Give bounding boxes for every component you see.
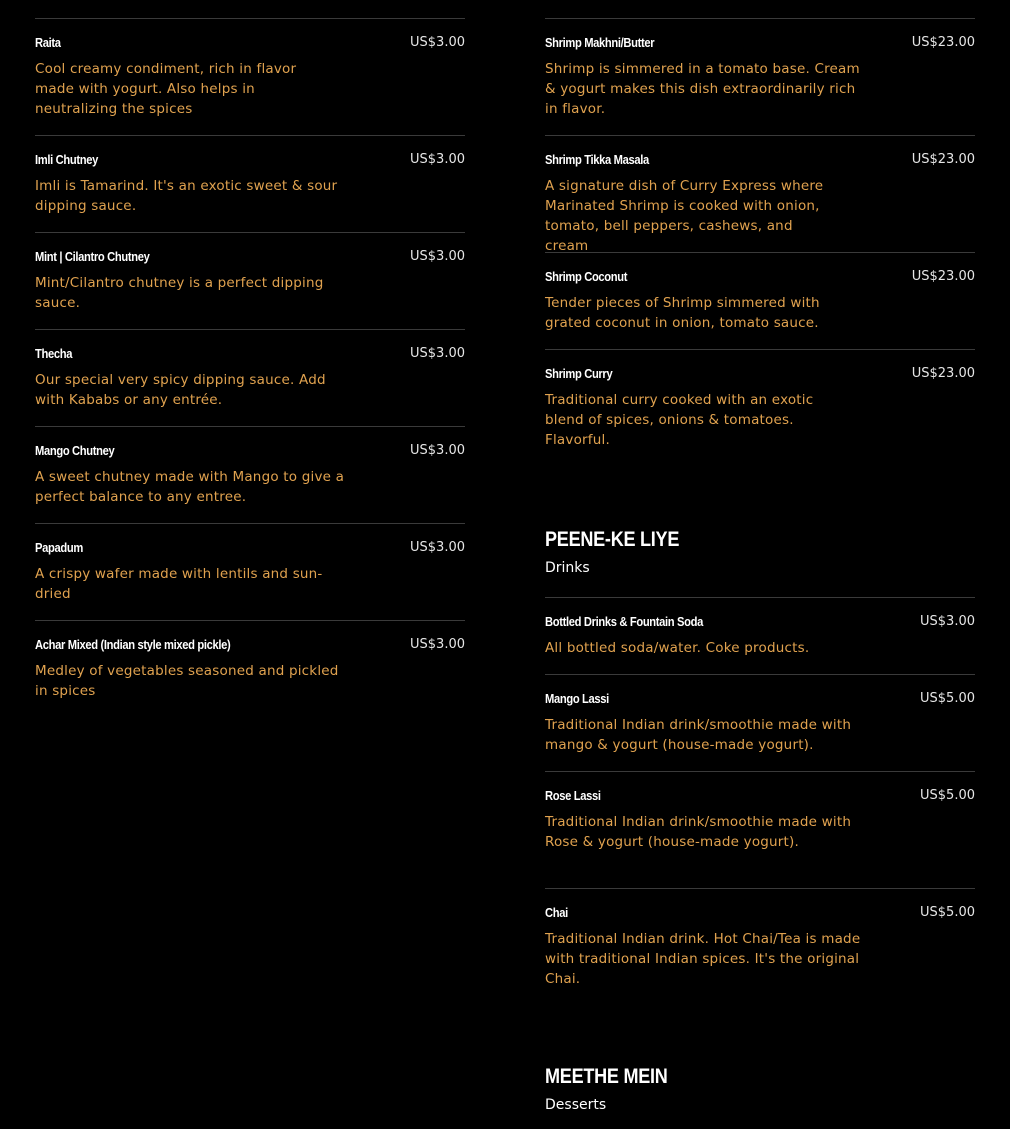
menu-item[interactable] — [545, 253, 975, 350]
item-description: Traditional curry cooked with an exotic blend of spices, onions & tomatoes. Flavorful. — [545, 392, 814, 448]
item-description: A crispy wafer made with lentils and sun-dried — [35, 566, 323, 602]
right-menu-column — [545, 0, 975, 1114]
menu-item[interactable] — [545, 19, 975, 136]
left-menu-column — [35, 0, 465, 721]
desserts-section-header — [545, 1064, 975, 1114]
menu-item[interactable] — [35, 621, 465, 721]
drinks-section-header — [545, 527, 975, 577]
section-title: MEETHE MEIN — [545, 1065, 668, 1088]
item-price: US$5.00 — [920, 788, 975, 803]
item-price: US$3.00 — [410, 249, 465, 264]
item-description: Shrimp is simmered in a tomato base. Cream & yogurt makes this dish extraordinarily rich in flavor. — [545, 61, 860, 117]
item-name: Mango Lassi — [545, 691, 609, 706]
item-description: All bottled soda/water. Coke products. — [545, 640, 810, 656]
item-name: Achar Mixed (Indian style mixed pickle) — [35, 637, 231, 652]
item-description: A sweet chutney made with Mango to give a perfect balance to any entree. — [35, 469, 345, 505]
item-description: Mint/Cilantro chutney is a perfect dipping sauce. — [35, 275, 324, 311]
item-price: US$3.00 — [410, 152, 465, 167]
item-name: Papadum — [35, 540, 83, 555]
item-name: Mango Chutney — [35, 443, 115, 458]
item-name: Shrimp Curry — [545, 366, 613, 381]
item-name: Raita — [35, 35, 61, 50]
item-description: Cool creamy condiment, rich in flavor made with yogurt. Also helps in neutralizing the spices — [35, 61, 297, 117]
menu-item[interactable] — [545, 136, 975, 253]
item-description: Traditional Indian drink/smoothie made with mango & yogurt (house-made yogurt). — [545, 717, 852, 753]
item-name: Shrimp Coconut — [545, 269, 628, 284]
item-description: Medley of vegetables seasoned and pickled in spices — [35, 663, 339, 699]
item-price: US$23.00 — [911, 269, 975, 284]
item-description: A signature dish of Curry Express where Marinated Shrimp is cooked with onion, tomato, bell peppers, cashews, and cream — [545, 178, 824, 254]
item-price: US$23.00 — [911, 152, 975, 167]
item-price: US$3.00 — [410, 346, 465, 361]
item-description: Tender pieces of Shrimp simmered with grated coconut in onion, tomato sauce. — [545, 295, 820, 331]
item-price: US$23.00 — [911, 35, 975, 50]
item-name: Thecha — [35, 346, 73, 361]
section-title: PEENE-KE LIYE — [545, 528, 680, 551]
menu-item[interactable] — [545, 350, 975, 510]
item-price: US$5.00 — [920, 691, 975, 706]
item-price: US$3.00 — [410, 637, 465, 652]
item-price: US$3.00 — [410, 35, 465, 50]
item-description: Traditional Indian drink/smoothie made with Rose & yogurt (house-made yogurt). — [545, 814, 852, 850]
item-price: US$23.00 — [911, 366, 975, 381]
item-description: Imli is Tamarind. It's an exotic sweet & sour dipping sauce. — [35, 178, 338, 214]
item-price: US$5.00 — [920, 905, 975, 920]
item-name: Shrimp Makhni/Butter — [545, 35, 655, 50]
item-description: Traditional Indian drink. Hot Chai/Tea is made with traditional Indian spices. It's the original Chai. — [545, 931, 861, 987]
item-price: US$3.00 — [410, 540, 465, 555]
menu-item[interactable] — [35, 427, 465, 524]
item-name: Mint | Cilantro Chutney — [35, 249, 150, 264]
item-name: Imli Chutney — [35, 152, 98, 167]
menu-item[interactable] — [545, 598, 975, 675]
menu-item[interactable] — [35, 524, 465, 621]
menu-item[interactable] — [35, 233, 465, 330]
section-subtitle: Desserts — [545, 1097, 607, 1113]
menu-item[interactable] — [545, 772, 975, 889]
item-price: US$3.00 — [920, 614, 975, 629]
item-name: Chai — [545, 905, 568, 920]
section-subtitle: Drinks — [545, 560, 590, 576]
menu-item[interactable] — [35, 136, 465, 233]
menu-item[interactable] — [545, 675, 975, 772]
item-price: US$3.00 — [410, 443, 465, 458]
menu-item[interactable] — [35, 330, 465, 427]
item-name: Shrimp Tikka Masala — [545, 152, 649, 167]
menu-item[interactable] — [35, 19, 465, 136]
item-name: Rose Lassi — [545, 788, 601, 803]
item-name: Bottled Drinks & Fountain Soda — [545, 614, 704, 629]
menu-item[interactable] — [545, 889, 975, 1004]
item-description: Our special very spicy dipping sauce. Add with Kababs or any entrée. — [35, 372, 326, 408]
